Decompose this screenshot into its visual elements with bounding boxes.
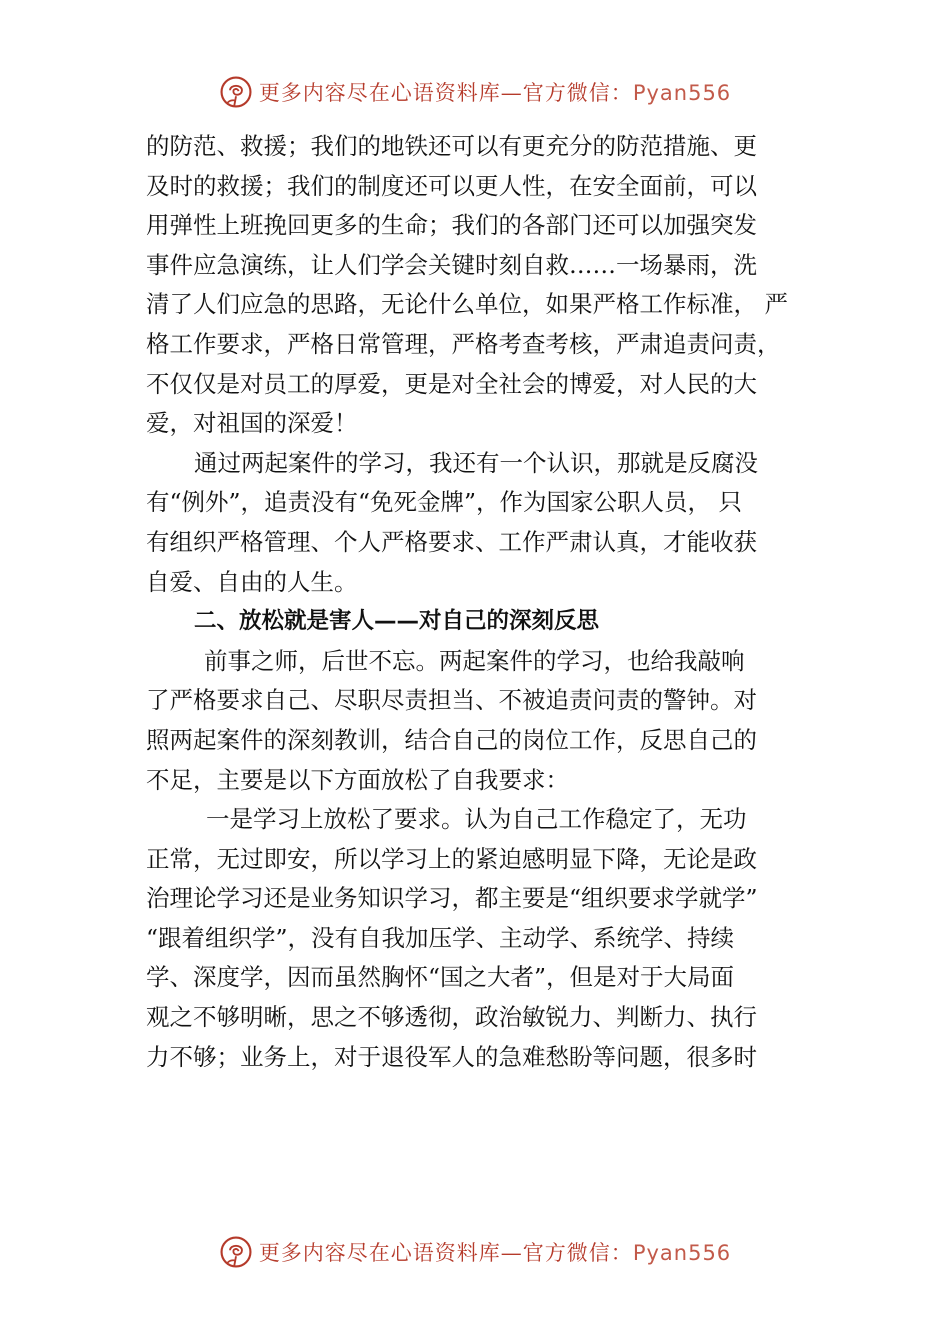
body-line: 及时的救援；我们的制度还可以更人性，在安全面前，可以 (146, 171, 757, 200)
body-line: 治理论学习还是业务知识学习，都主要是“组织要求学就学” (146, 884, 758, 913)
footer-watermark-text (259, 1237, 731, 1267)
body-line: 自爱、自由的人生。 (146, 567, 358, 596)
header-text: 更多内容尽在心语资料库—官方微信： (258, 81, 633, 105)
body-line: 爱，对祖国的深爱！ (146, 409, 358, 438)
body-line: 学、深度学，因而虽然胸怀“国之大者”，但是对于大局面 (146, 963, 735, 992)
header-watermark-text (259, 77, 731, 107)
body-line: 观之不够明晰，思之不够透彻，政治敏锐力、判断力、执行 (146, 1003, 757, 1032)
body-line: 用弹性上班挽回更多的生命；我们的各部门还可以加强突发 (146, 211, 757, 240)
footer-handle: Pyan556 (632, 1241, 732, 1265)
header-watermark (0, 72, 950, 112)
body-line: 有组织严格管理、个人严格要求、工作严肃认真，才能收获 (146, 527, 757, 556)
body-line: 清了人们应急的思路，无论什么单位，如果严格工作标准， 严 (146, 290, 788, 319)
document-body (146, 127, 822, 1077)
header-handle: Pyan556 (632, 81, 732, 105)
body-line: 正常，无过即安，所以学习上的紧迫感明显下降，无论是政 (146, 844, 757, 873)
body-line: 有“例外”，追责没有“免死金牌”，作为国家公职人员， 只 (146, 488, 743, 517)
section-heading: 二、放松就是害人——对自己的深刻反思 (194, 608, 600, 635)
paragraph-start-line: 通过两起案件的学习，我还有一个认识，那就是反腐没 (194, 448, 758, 477)
body-line: 照两起案件的深刻教训，结合自己的岗位工作，反思自己的 (146, 725, 757, 754)
body-line: 不足，主要是以下方面放松了自我要求： (146, 765, 569, 794)
footer-watermark (0, 1232, 950, 1272)
paragraph-start-line: 一是学习上放松了要求。认为自己工作稳定了，无功 (206, 805, 747, 834)
body-line: 的防范、救援；我们的地铁还可以有更充分的防范措施、更 (146, 132, 757, 160)
rose-logo-icon (219, 75, 253, 109)
rose-logo-icon (219, 1235, 253, 1269)
footer-text: 更多内容尽在心语资料库—官方微信： (258, 1241, 633, 1265)
body-line: 不仅仅是对员工的厚爱，更是对全社会的博爱，对人民的大 (146, 369, 757, 398)
body-line: 力不够；业务上，对于退役军人的急难愁盼等问题，很多时 (146, 1042, 757, 1071)
paragraph-start-line: 前事之师，后世不忘。两起案件的学习，也给我敲响 (204, 646, 745, 675)
body-line: 事件应急演练，让人们学会关键时刻自救……一场暴雨，洗 (146, 250, 757, 279)
body-line: 了严格要求自己、尽职尽责担当、不被追责问责的警钟。对 (146, 686, 757, 715)
body-line: 格工作要求，严格日常管理，严格考查考核，严肃追责问责， (146, 329, 781, 358)
body-line: “跟着组织学”，没有自我加压学、主动学、系统学、持续 (146, 923, 735, 952)
